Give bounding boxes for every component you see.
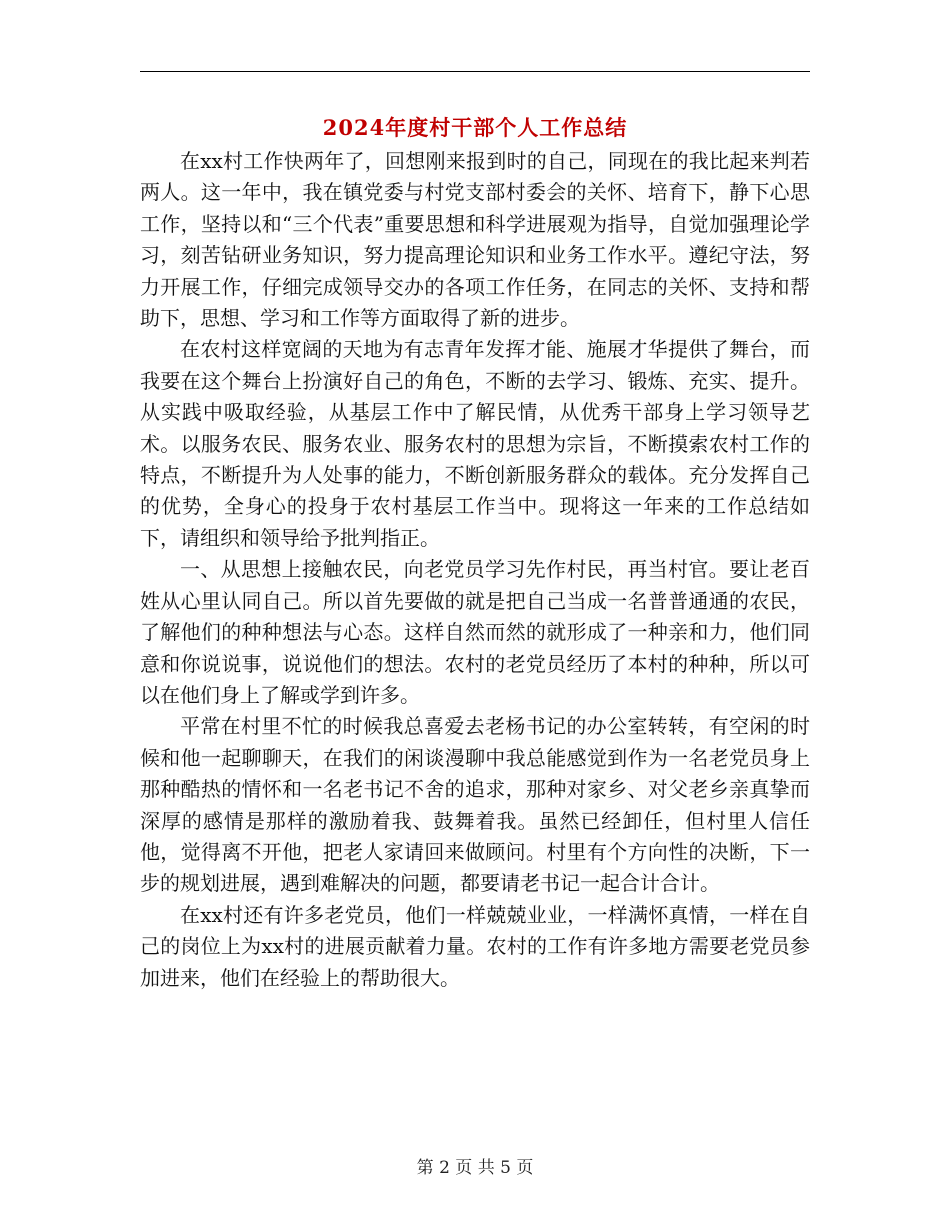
page-number-footer: 第 2 页 共 5 页 (416, 1158, 534, 1178)
header-rule (140, 71, 810, 72)
document-title: 2024年度村干部个人工作总结 (322, 115, 628, 140)
paragraph: 一、从思想上接触农民，向老党员学习先作村民，再当村官。要让老百姓从心里认同自己。所以首先要做的就是把自己当成一名普普通通的农民，了解他们的种种想法与心态。这样自然而然的就形成了一种亲和力，他们同意和你说说事，说说他们的想法。农村的老党员经历了本村的种种，所以可以在他们身上了解或学到许多。 (140, 557, 810, 707)
paragraph: 在xx村工作快两年了，回想刚来报到时的自己，同现在的我比起来判若两人。这一年中，我在镇党委与村党支部村委会的关怀、培育下，静下心思工作，坚持以和“三个代表”重要思想和科学进展观为指导，自觉加强理论学习，刻苦钻研业务知识，努力提高理论知识和业务工作水平。遵纪守法，努力开展工作，仔细完成领导交办的各项工作任务，在同志的关怀、支持和帮助下，思想、学习和工作等方面取得了新的进步。 (140, 149, 810, 331)
paragraph: 平常在村里不忙的时候我总喜爱去老杨书记的办公室转转，有空闲的时候和他一起聊聊天，在我们的闲谈漫聊中我总能感觉到作为一名老党员身上那种酷热的情怀和一名老书记不舍的追求，那种对家乡、对父老乡亲真挚而深厚的感情是那样的激励着我、鼓舞着我。虽然已经卸任，但村里人信任他，觉得离不开他，把老人家请回来做顾问。村里有个方向性的决断，下一步的规划进展，遇到难解决的问题，都要请老书记一起合计合计。 (140, 714, 810, 896)
document-body (140, 146, 810, 994)
paragraph: 在xx村还有许多老党员，他们一样兢兢业业，一样满怀真情，一样在自己的岗位上为xx村的进展贡献着力量。农村的工作有许多地方需要老党员参加进来，他们在经验上的帮助很大。 (140, 902, 810, 990)
paragraph: 在农村这样宽阔的天地为有志青年发挥才能、施展才华提供了舞台，而我要在这个舞台上扮演好自己的角色，不断的去学习、锻炼、充实、提升。从实践中吸取经验，从基层工作中了解民情，从优秀干部身上学习领导艺术。以服务农民、服务农业、服务农村的思想为宗旨，不断摸索农村工作的特点，不断提升为人处事的能力，不断创新服务群众的载体。充分发挥自己的优势，全身心的投身于农村基层工作当中。现将这一年来的工作总结如下，请组织和领导给予批判指正。 (140, 337, 810, 550)
